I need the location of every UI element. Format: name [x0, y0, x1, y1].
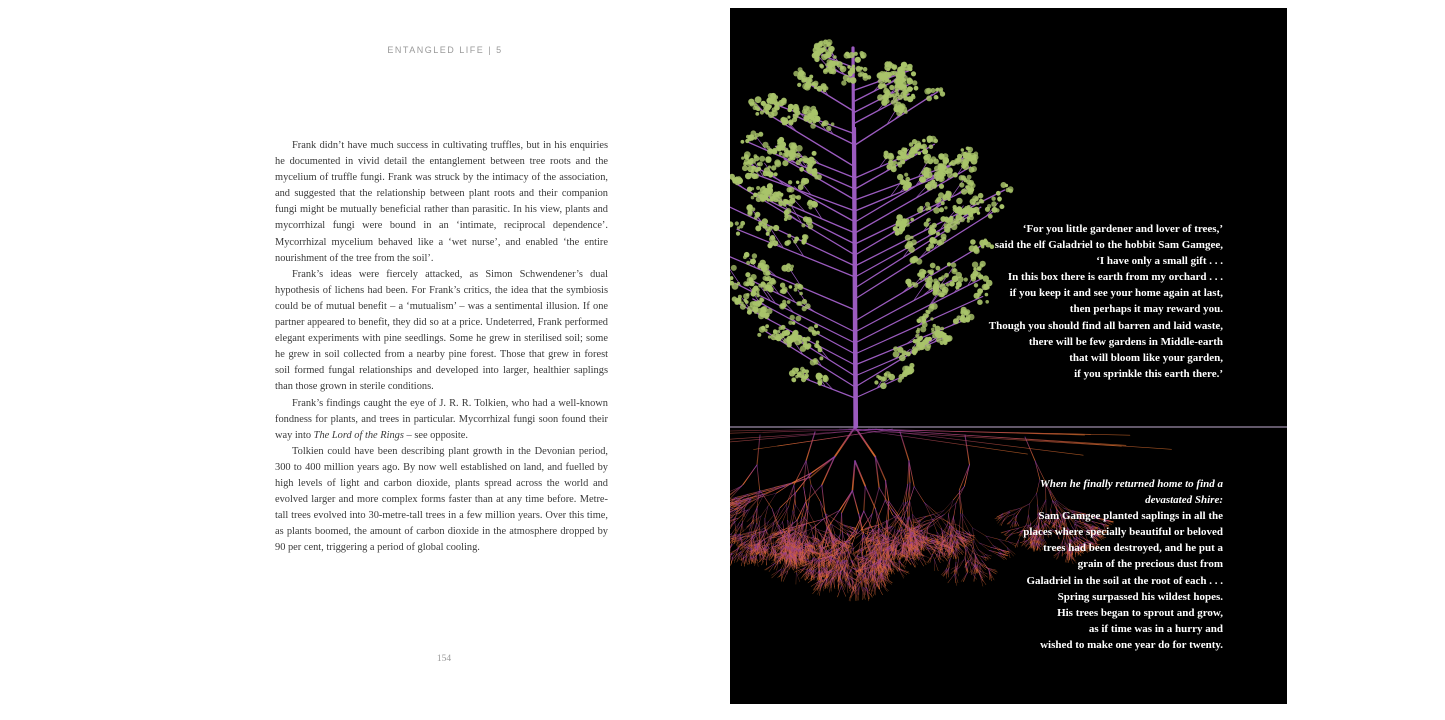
- page-number: 154: [436, 654, 452, 664]
- book-title: The Lord of the Rings: [313, 429, 404, 441]
- body-paragraph: [275, 396, 608, 444]
- quote-line: places where specially beautiful or beloved: [1023, 526, 1223, 539]
- quote-line: Though you should find all barren and laid waste,: [988, 319, 1223, 332]
- quote-line: grain of the precious dust from: [1077, 558, 1223, 571]
- quote-line: Sam Gamgee planted saplings in all the: [1038, 510, 1223, 523]
- quote-line: said the elf Galadriel to the hobbit Sam Gamgee,: [994, 239, 1223, 252]
- quote-line: wished to make one year do for twenty.: [1040, 638, 1223, 651]
- quote-line: When he finally returned home to find a: [1039, 478, 1223, 490]
- quote-line: if you keep it and see your home again at last,: [1009, 287, 1223, 300]
- quote-line: as if time was in a hurry and: [1088, 622, 1223, 635]
- galadriel-quote: [989, 221, 1223, 382]
- quote-line: then perhaps it may reward you.: [1069, 303, 1223, 316]
- quote-line: His trees began to sprout and grow,: [1057, 606, 1223, 619]
- shire-quote: [1023, 476, 1223, 653]
- quote-line: Galadriel in the soil at the root of each . . .: [1026, 574, 1223, 587]
- paragraph-text: – see opposite.: [403, 429, 468, 441]
- quote-line: In this box there is earth from my orchard . . .: [1007, 271, 1223, 284]
- quote-line: devastated Shire:: [1145, 494, 1223, 507]
- body-paragraph: [275, 267, 608, 396]
- paragraph-text: Tolkien could have been describing plant growth in the Devonian period, 300 to 400 million years ago. By now well established on land, and fuelled by high levels of light and carbon dioxide, plants spread across the world and evolved larger and more complex forms faster than at any time before. Metre-tall trees evolved into 30-metre-tall trees in a few million years. Over this time, as plants boomed, the amount of carbon dioxide in the atmosphere dropped by 90 per cent, triggering a period of global cooling.: [275, 445, 608, 554]
- tree-foliage: [730, 39, 1014, 389]
- body-text: [275, 138, 608, 556]
- quote-line: ‘I have only a small gift . . .: [1096, 255, 1223, 268]
- paragraph-text: Frank’s findings caught the eye of J. R. R. Tolkien, who had a well-known fondness for plants, and trees in particular. Mycorrhizal fungi soon found their way into: [275, 397, 608, 441]
- quote-line: that will bloom like your garden,: [1069, 351, 1223, 364]
- quote-line: trees had been destroyed, and he put a: [1043, 542, 1223, 555]
- paragraph-text: Frank didn’t have much success in cultivating truffles, but in his enquiries he documented in vivid detail the entanglement between tree roots and the mycelium of truffle fungi. Frank was struck by the intimacy of the association, and suggested that the relationship between plant roots and their companion fungi might be mutually beneficial rather than parasitic. In his view, plants and mycorrhizal fungi were bound in an ‘intimate, reciprocal dependence’. Mycorrhizal mycelium behaved like a ‘wet nurse’, and enabled ‘the entire nourishment of the tree from the soil’.: [275, 140, 608, 264]
- body-paragraph: [275, 138, 608, 267]
- body-paragraph: [275, 444, 608, 557]
- quote-line: there will be few gardens in Middle-earth: [1028, 335, 1223, 348]
- quote-line: if you sprinkle this earth there.’: [1074, 367, 1223, 380]
- paragraph-text: Frank’s ideas were fiercely attacked, as Simon Schwendener’s dual hypothesis of lichens had been. For Frank’s critics, the idea that the symbiosis could be of mutual benefit – a ‘mutualism’ – was a sentimental illusion. If one partner appeared to benefit, they did so at a price. Undeterred, Frank performed elegant experiments with pine seedlings. Some he grew in sterilised soil; some he grew in soil collected from a nearby pine forest. Those that grew in forest soil formed fungal relationships and developed into larger, healthier saplings than those grown in sterile conditions.: [275, 268, 608, 393]
- quote-line: ‘For you little gardener and lover of trees,’: [1022, 223, 1223, 235]
- illustration-page: [730, 8, 1287, 704]
- running-head: ENTANGLED LIFE | 5: [387, 45, 503, 55]
- quote-line: Spring surpassed his wildest hopes.: [1057, 590, 1223, 603]
